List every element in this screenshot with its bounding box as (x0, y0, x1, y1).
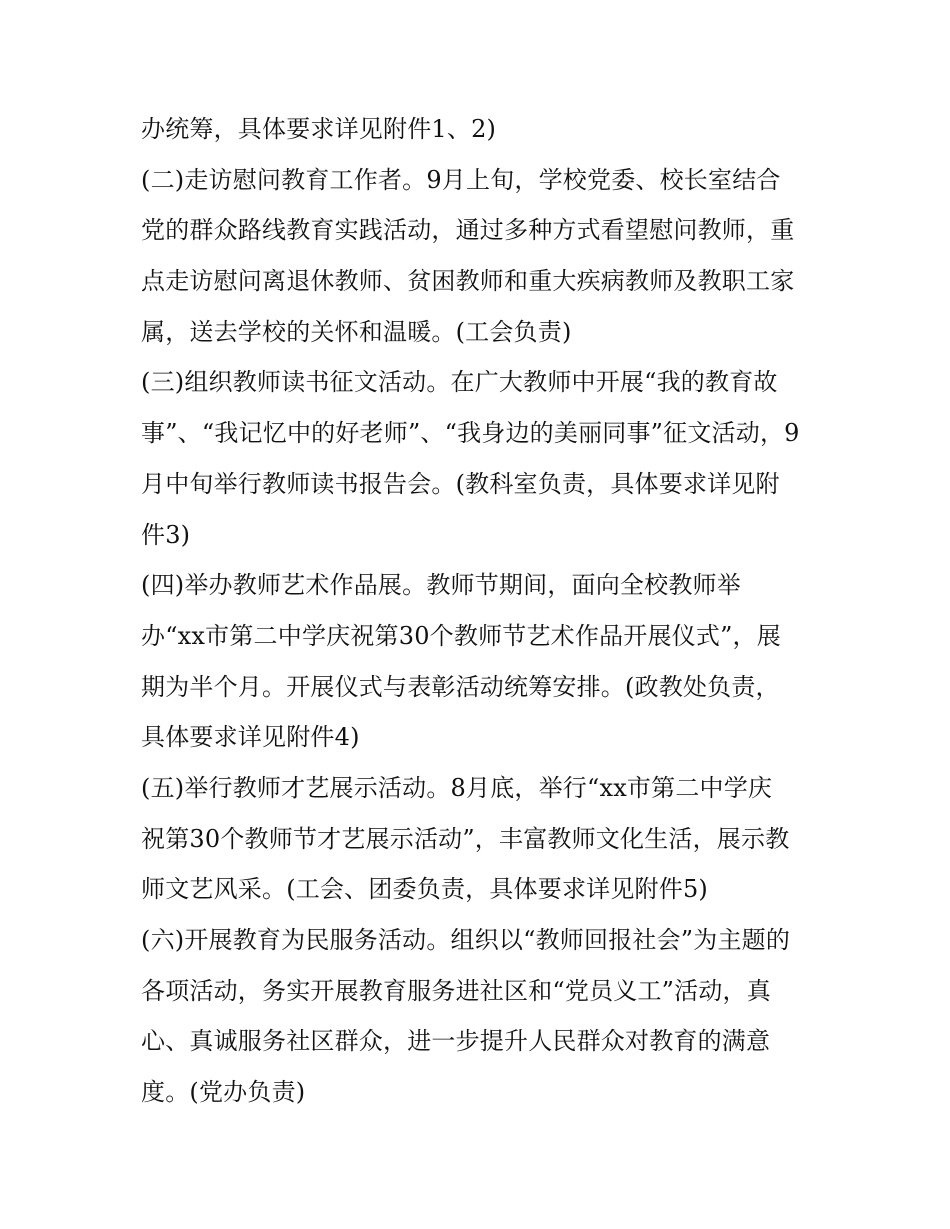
text-line: 属，送去学校的关怀和温暖。(工会负责) (141, 317, 572, 346)
text-line: 师文艺风采。(工会、团委负责，具体要求详见附件5) (141, 875, 708, 904)
text-line: (六)开展教育为民服务活动。组织以“教师回报社会”为主题的 (141, 926, 791, 954)
text-line: 祝第30个教师节才艺展示活动”，丰富教师文化生活，展示教 (141, 824, 790, 853)
text-line: 具体要求详见附件4) (141, 723, 360, 752)
text-line: 事”、“我记忆中的好老师”、“我身边的美丽同事”征文活动，9 (141, 419, 800, 448)
text-line: 办“xx市第二中学庆祝第30个教师节艺术作品开展仪式”，展 (141, 621, 781, 650)
text-line: 各项活动，务实开展教育服务进社区和“党员义工”活动，真 (141, 976, 771, 1005)
text-line: (五)举行教师才艺展示活动。8月底，举行“xx市第二中学庆 (141, 773, 773, 802)
text-line: 心、真诚服务社区群众，进一步提升人民群众对教育的满意 (141, 1027, 771, 1056)
text-line: (二)走访慰问教育工作者。9月上旬，学校党委、校长室结合 (141, 165, 781, 194)
document-body (141, 104, 813, 1118)
text-line: 点走访慰问离退休教师、贫困教师和重大疾病教师及教职工家 (141, 267, 795, 296)
text-line: 件3) (141, 520, 191, 549)
text-line: 度。(党办负责) (141, 1078, 306, 1107)
text-line: 党的群众路线教育实践活动，通过多种方式看望慰问教师，重 (141, 216, 795, 245)
text-line: (四)举办教师艺术作品展。教师节期间，面向全校教师举 (141, 571, 741, 600)
text-line: 月中旬举行教师读书报告会。(教科室负责，具体要求详见附 (141, 469, 780, 498)
text-line: (三)组织教师读书征文活动。在广大教师中开展“我的教育故 (141, 368, 778, 397)
text-line: 办统筹，具体要求详见附件1、2) (141, 115, 497, 143)
text-line: 期为半个月。开展仪式与表彰活动统筹安排。(政教处负责， (141, 672, 780, 701)
